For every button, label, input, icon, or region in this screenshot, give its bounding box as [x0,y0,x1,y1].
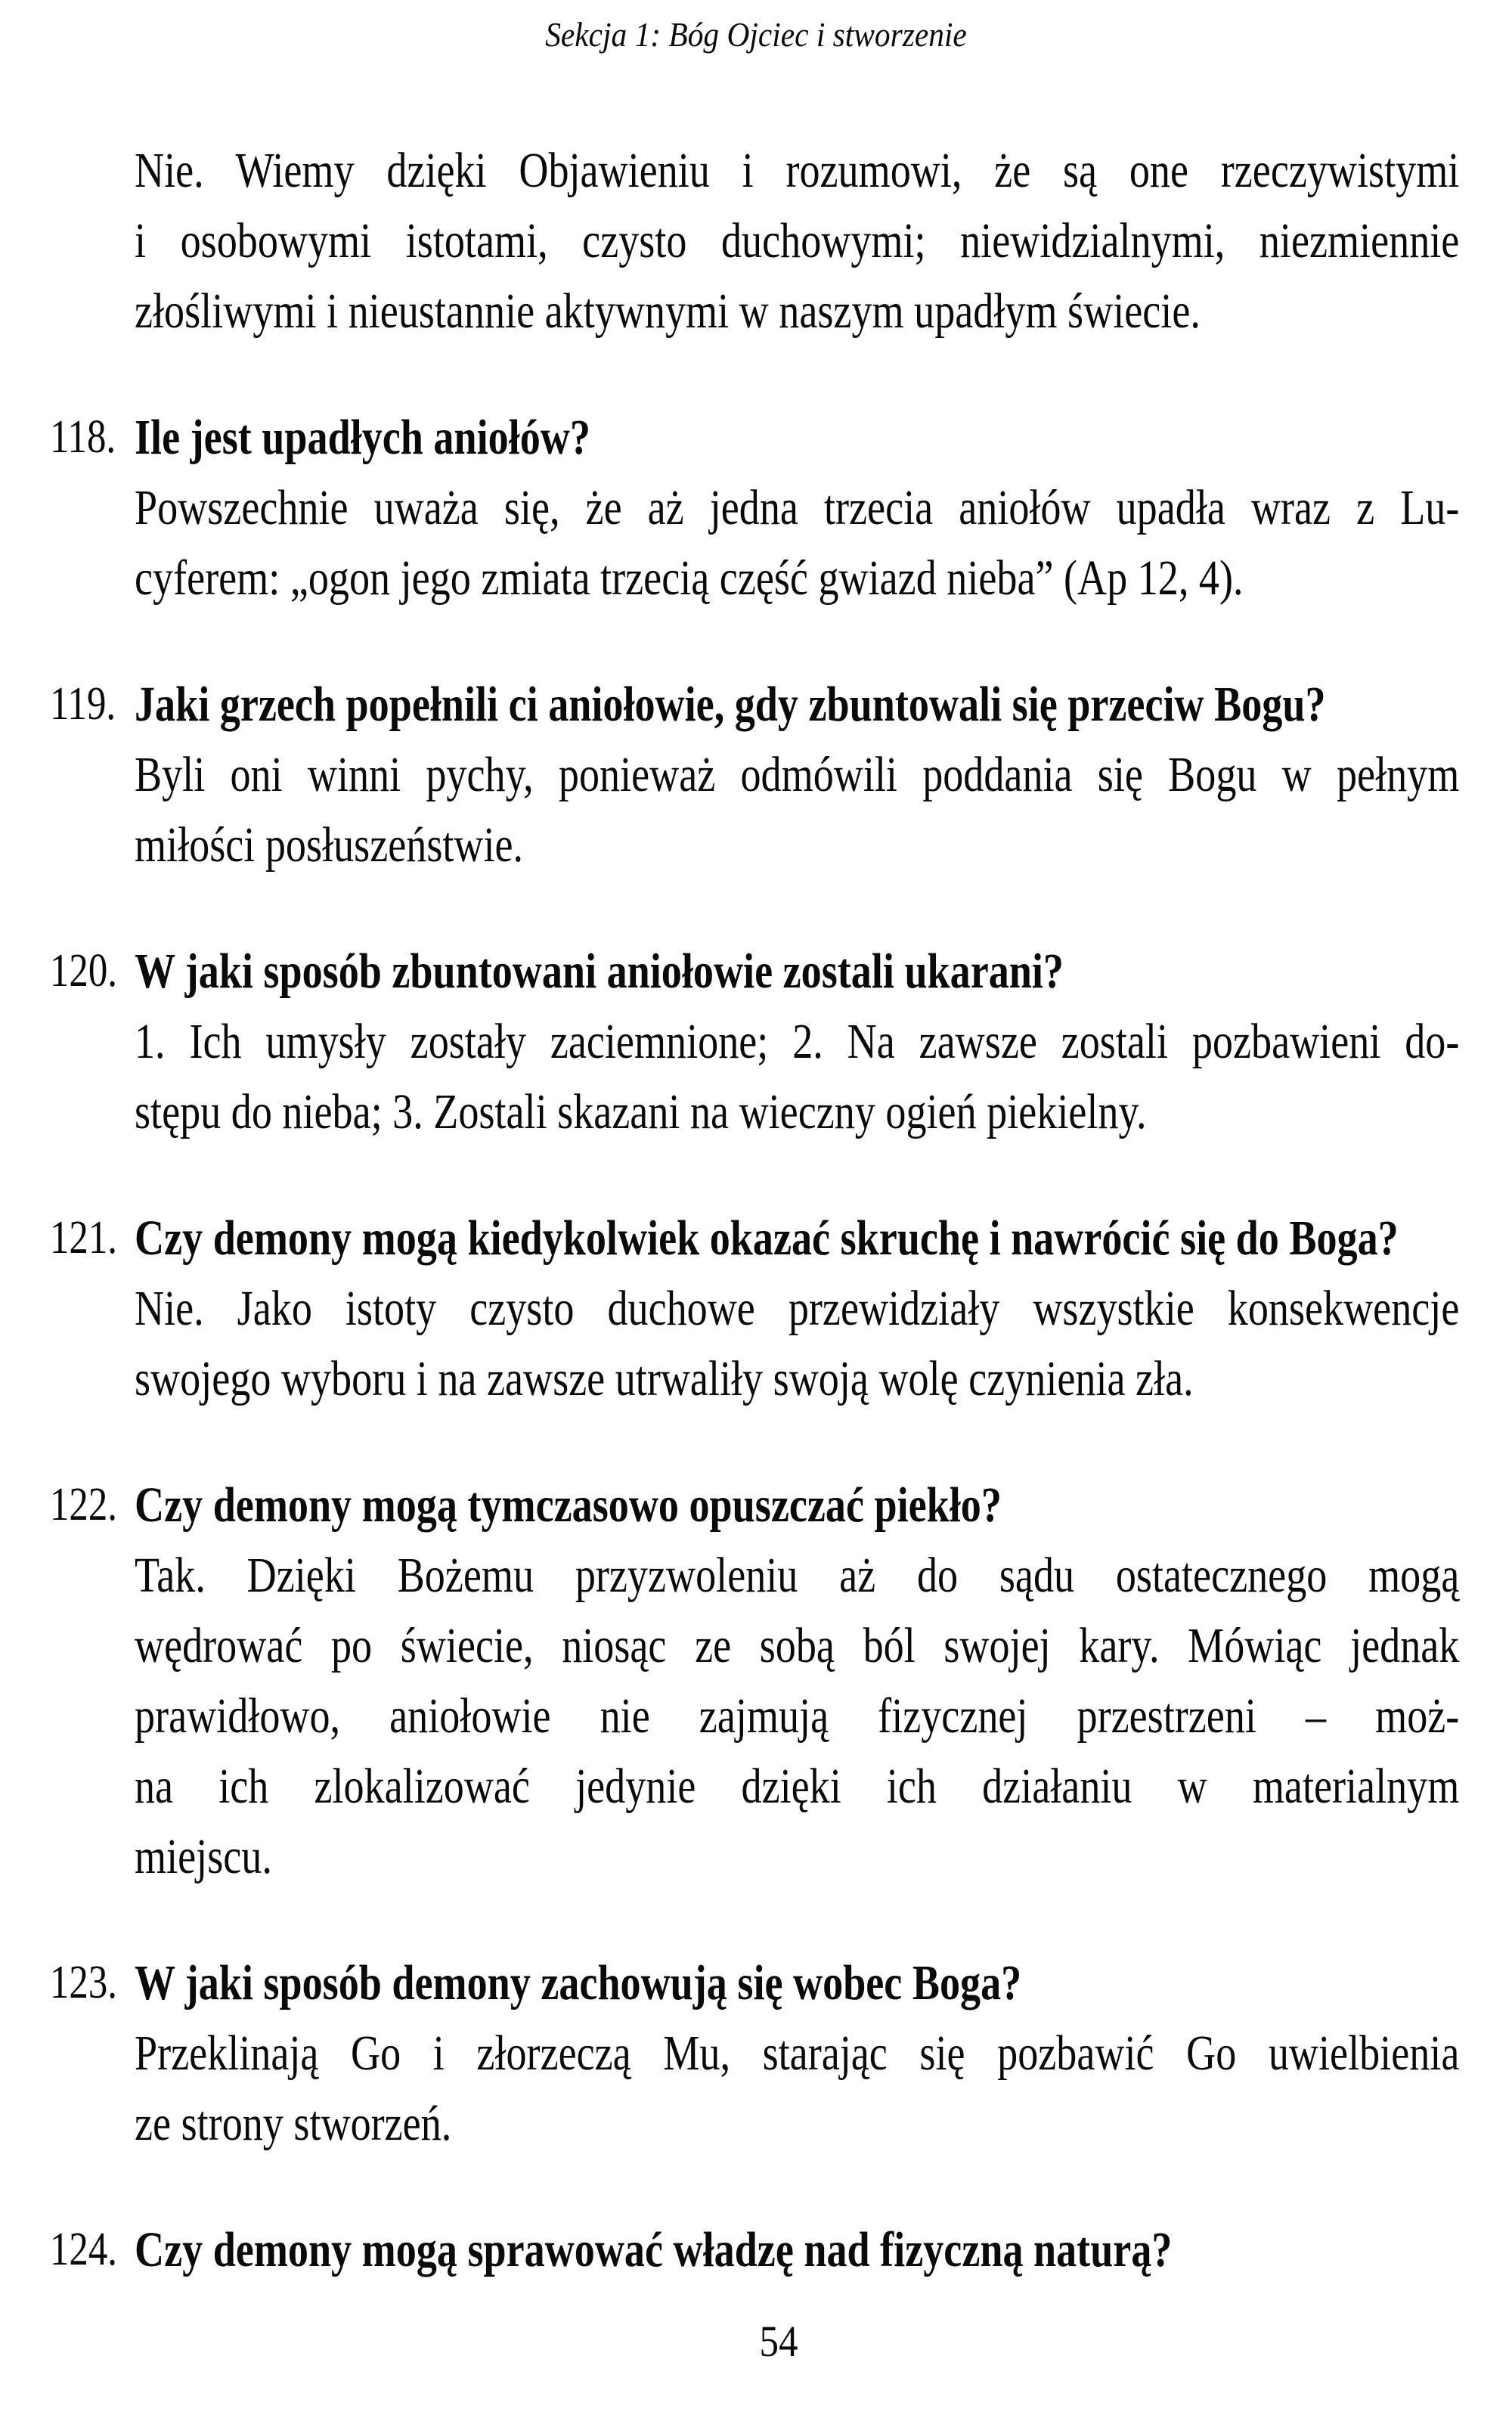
answer-line: Tak. Dzięki Bożemu przyzwoleniu aż do sądu ostatecznego mogą [135,1548,1460,1603]
qa-item-118 [50,402,1460,613]
item-number: 120. [50,945,117,997]
qa-item-122 [50,1470,1460,1892]
item-question: Czy demony mogą sprawować władzę nad fizyczną naturą? [135,2222,1173,2277]
item-number: 118. [50,411,116,463]
answer-line: Powszechnie uważa się, że aż jedna trzecia aniołów upadła wraz z Lu- [135,480,1460,535]
intro-paragraph [135,135,1459,346]
item-number: 124. [50,2224,117,2275]
answer-line: swojego wyboru i na zawsze utrwaliły swoją wolę czynienia zła. [135,1351,1194,1406]
qa-item-119 [50,669,1460,880]
item-number: 121. [50,1212,117,1263]
answer-line: ze strony stworzeń. [135,2096,452,2151]
item-number: 122. [50,1479,117,1530]
text-line: i osobowymi istotami, czysto duchowymi; niewidzialnymi, niezmiennie [135,213,1460,268]
answer-line: stępu do nieba; 3. Zostali skazani na wieczny ogień piekielny. [135,1084,1147,1139]
answer-line: na ich zlokalizować jedynie dzięki ich działaniu w materialnym [135,1759,1460,1814]
item-question: Ile jest upadłych aniołów? [135,410,590,465]
answer-line: miejscu. [135,1829,272,1884]
item-question: Czy demony mogą tymczasowo opuszczać piekło? [135,1477,1002,1533]
running-header: Sekcja 1: Bóg Ojciec i stworzenie [545,15,967,54]
item-question: Czy demony mogą kiedykolwiek okazać skruchę i nawrócić się do Boga? [135,1211,1399,1266]
answer-line: miłości posłuszeństwie. [135,817,524,873]
qa-item-124 [50,2215,1459,2285]
item-number: 119. [50,678,116,730]
answer-line: Byli oni winni pychy, ponieważ odmówili poddania się Bogu w pełnym [135,747,1460,802]
answer-line: cyferem: „ogon jego zmiata trzecią część gwiazd nieba” (Ap 12, 4). [135,550,1244,606]
qa-item-120 [50,936,1460,1147]
qa-item-123 [50,1948,1460,2159]
qa-item-121 [50,1203,1460,1414]
text-line: złośliwymi i nieustannie aktywnymi w naszym upadłym świecie. [135,284,1201,339]
item-number: 123. [50,1957,117,2008]
answer-line: prawidłowo, aniołowie nie zajmują fizycznej przestrzeni – moż- [135,1688,1460,1744]
page-content [50,135,1460,2285]
text-line: Nie. Wiemy dzięki Objawieniu i rozumowi, że są one rzeczywistymi [135,143,1460,198]
answer-line: 1. Ich umysły zostały zaciemnione; 2. Na zawsze zostali pozbawieni do- [135,1014,1460,1069]
item-question: Jaki grzech popełnili ci aniołowie, gdy zbuntowali się przeciw Bogu? [135,677,1326,732]
item-question: W jaki sposób demony zachowują się wobec Boga? [135,1955,1022,2011]
answer-line: wędrować po świecie, niosąc ze sobą ból swojej kary. Mówiąc jednak [135,1618,1460,1673]
page-number: 54 [759,2317,798,2366]
answer-line: Nie. Jako istoty czysto duchowe przewidziały wszystkie konsekwencje [135,1281,1460,1336]
item-question: W jaki sposób zbuntowani aniołowie zostali ukarani? [135,944,1064,999]
answer-line: Przeklinają Go i złorzeczą Mu, starając się pozbawić Go uwielbienia [135,2026,1460,2081]
